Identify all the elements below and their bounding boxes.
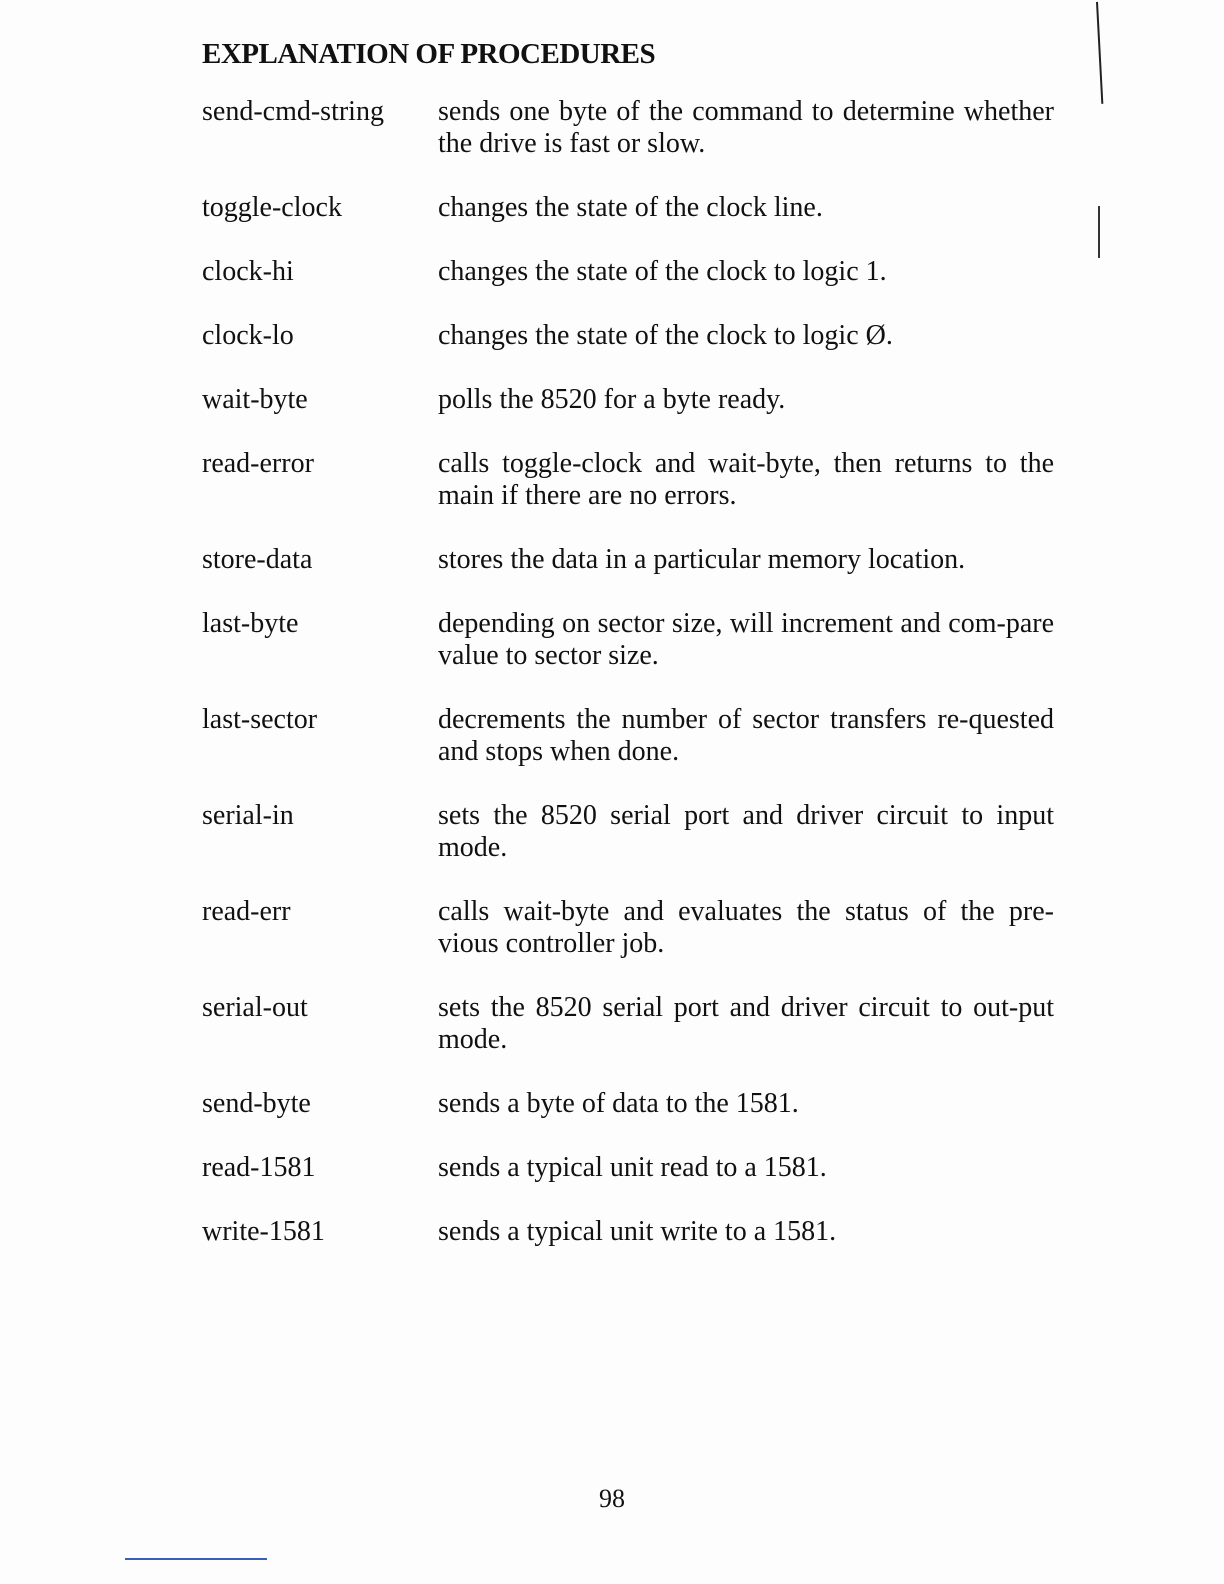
procedure-name: serial-out — [202, 992, 308, 1023]
procedure-row — [202, 320, 1054, 352]
procedure-row — [202, 192, 1054, 224]
procedure-name: read-error — [202, 448, 314, 479]
procedure-description: sends a typical unit read to a 1581. — [438, 1152, 827, 1183]
procedure-description: polls the 8520 for a byte ready. — [438, 384, 786, 415]
procedure-name: send-cmd-string — [202, 96, 384, 127]
procedure-list — [202, 96, 1054, 1280]
procedure-description: depending on sector size, will increment and com-pare value to sector size. — [438, 608, 1054, 671]
procedure-name: read-err — [202, 896, 291, 927]
procedure-row — [202, 992, 1054, 1056]
procedure-row — [202, 1088, 1054, 1120]
procedure-description: changes the state of the clock line. — [438, 192, 823, 223]
procedure-name: last-byte — [202, 608, 299, 639]
procedure-name: serial-in — [202, 800, 294, 831]
binding-mark — [1098, 206, 1100, 258]
procedure-description: calls wait-byte and evaluates the status of the pre-vious controller job. — [438, 896, 1054, 959]
procedure-description: sends one byte of the command to determine whether the drive is fast or slow. — [438, 96, 1054, 159]
procedure-description: stores the data in a particular memory location. — [438, 544, 966, 575]
procedure-name: wait-byte — [202, 384, 308, 415]
procedure-description: decrements the number of sector transfers re-quested and stops when done. — [438, 704, 1054, 767]
page-number: 98 — [599, 1484, 625, 1513]
procedure-row — [202, 96, 1054, 160]
procedure-description: calls toggle-clock and wait-byte, then returns to the main if there are no errors. — [438, 448, 1054, 511]
procedure-name: toggle-clock — [202, 192, 342, 223]
procedure-row — [202, 544, 1054, 576]
binding-mark — [1096, 2, 1103, 104]
procedure-row — [202, 1152, 1054, 1184]
procedure-description: sets the 8520 serial port and driver circuit to out-put mode. — [438, 992, 1054, 1055]
procedure-name: store-data — [202, 544, 313, 575]
procedure-description: sends a byte of data to the 1581. — [438, 1088, 799, 1119]
procedure-row — [202, 800, 1054, 864]
procedure-row — [202, 1216, 1054, 1248]
procedure-name: last-sector — [202, 704, 318, 735]
procedure-row — [202, 896, 1054, 960]
footer-rule — [125, 1558, 267, 1560]
page-heading: EXPLANATION OF PROCEDURES — [202, 38, 656, 70]
procedure-row — [202, 384, 1054, 416]
procedure-description: changes the state of the clock to logic 1. — [438, 256, 887, 287]
procedure-name: write-1581 — [202, 1216, 325, 1247]
procedure-description: sends a typical unit write to a 1581. — [438, 1216, 837, 1247]
procedure-description: sets the 8520 serial port and driver circuit to input mode. — [438, 800, 1054, 863]
procedure-row — [202, 704, 1054, 768]
procedure-name: read-1581 — [202, 1152, 316, 1183]
procedure-name: clock-hi — [202, 256, 294, 287]
procedure-name: send-byte — [202, 1088, 311, 1119]
procedure-name: clock-lo — [202, 320, 294, 351]
procedure-row — [202, 608, 1054, 672]
procedure-row — [202, 256, 1054, 288]
procedure-description: changes the state of the clock to logic Ø. — [438, 320, 893, 351]
procedure-row — [202, 448, 1054, 512]
